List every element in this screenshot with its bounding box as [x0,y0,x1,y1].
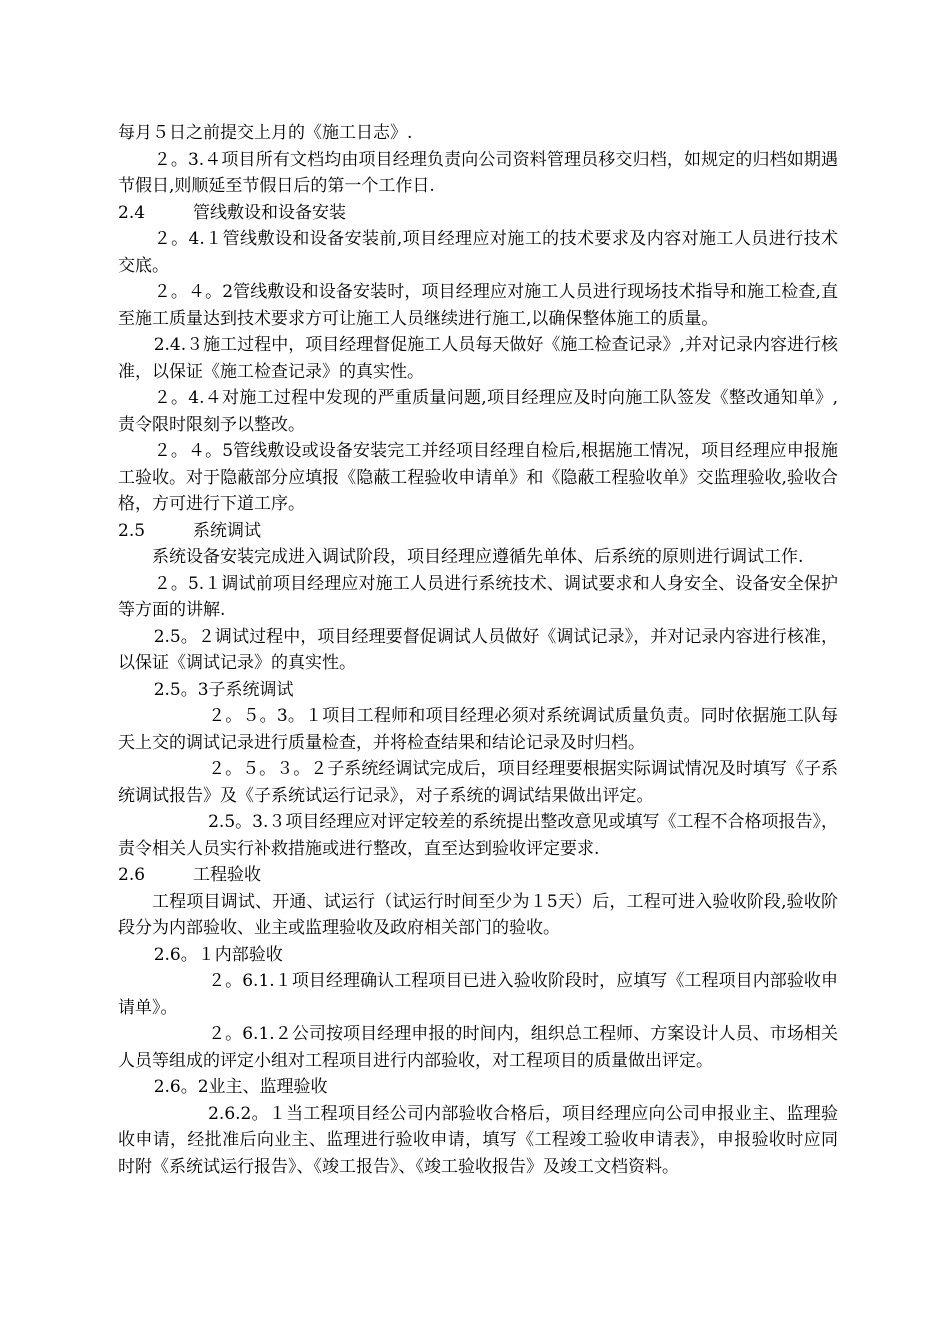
section-number: 2.5 [118,520,146,541]
section-heading-2-5 [118,518,838,545]
section-title: 系统调试 [193,520,261,541]
paragraph: 2.4.３施工过程中，项目经理督促施工人员每天做好《施工检查记录》,并对记录内容进行核准，以保证《施工检查记录》的真实性。 [118,335,838,382]
paragraph: ２。4.１管线敷设和设备安装前,项目经理应对施工的技术要求及内容对施工人员进行技术交底。 [118,229,838,276]
paragraph: ２。6.1.１项目经理确认工程项目已进入验收阶段时，应填写《工程项目内部验收申请单》。 [118,971,838,1018]
paragraph: 2.5。3子系统调试 [153,679,294,700]
paragraph: 2.6.2。１当工程项目经公司内部验收合格后，项目经理应向公司申报业主、监理验收申请，经批准后向业主、监理进行验收申请，填写《工程竣工验收申请表》，申报验收时应同时附《系统试运行报告》、《竣工报告》、《竣工验收报告》及竣工文档资料。 [118,1103,838,1177]
paragraph: 每月５日之前提交上月的《施工日志》. [118,123,413,143]
paragraph: ２。５。3。１项目工程师和项目经理必须对系统调试质量负责。同时依据施工队每天上交的调试记录进行质量检查，并将检查结果和结论记录及时归档。 [118,706,838,753]
paragraph: 2.6。１内部验收 [153,944,283,965]
paragraph: ２。４。2管线敷设和设备安装时，项目经理应对施工人员进行现场技术指导和施工检查,直至施工质量达到技术要求方可让施工人员继续进行施工,以确保整体施工的质量。 [118,282,838,329]
paragraph: 工程项目调试、开通、试运行（试运行时间至少为１5天）后，工程可进入验收阶段,验收阶段分为内部验收、业主或监理验收及政府相关部门的验收。 [118,891,838,938]
section-heading-2-6 [118,862,838,889]
paragraph: 系统设备安装完成进入调试阶段，项目经理应遵循先单体、后系统的原则进行调试工作. [152,547,804,567]
paragraph: 2.6。2业主、监理验收 [153,1077,328,1097]
paragraph: ２。４。5管线敷设或设备安装完工并经项目经理自检后,根据施工情况，项目经理应申报施工验收。对于隐蔽部分应填报《隐蔽工程验收申请单》和《隐蔽工程验收单》交监理验收,验收合格，方可进行下道工序。 [118,441,838,514]
document-body [118,120,838,1180]
paragraph: ２。4.４对施工过程中发现的严重质量问题,项目经理应及时向施工队签发《整改通知单》,责令限时限刻予以整改。 [118,388,838,435]
section-title: 工程验收 [193,865,261,885]
paragraph: ２。6.1.２公司按项目经理申报的时间内，组织总工程师、方案设计人员、市场相关人员等组成的评定小组对工程项目进行内部验收，对工程项目的质量做出评定。 [118,1024,838,1071]
paragraph: ２。3.４项目所有文档均由项目经理负责向公司资料管理员移交归档，如规定的归档如期遇节假日,则顺延至节假日后的第一个工作日. [118,149,838,196]
section-title: 管线敷设和设备安装 [193,202,346,223]
section-number: 2.4 [118,202,146,223]
section-number: 2.6 [118,865,146,885]
section-heading-2-4 [118,200,838,227]
paragraph: ２。５。３。２子系统经调试完成后，项目经理要根据实际调试情况及时填写《子系统调试报告》及《子系统试运行记录》，对子系统的调试结果做出评定。 [118,759,838,806]
paragraph: 2.5。3.３项目经理应对评定较差的系统提出整改意见或填写《工程不合格项报告》，责令相关人员实行补救措施或进行整改，直至达到验收评定要求. [118,812,838,859]
paragraph: ２。5.１调试前项目经理应对施工人员进行系统技术、调试要求和人身安全、设备安全保护等方面的讲解. [118,573,838,620]
paragraph: 2.5。２调试过程中，项目经理要督促调试人员做好《调试记录》，并对记录内容进行核准，以保证《调试记录》的真实性。 [118,626,838,673]
